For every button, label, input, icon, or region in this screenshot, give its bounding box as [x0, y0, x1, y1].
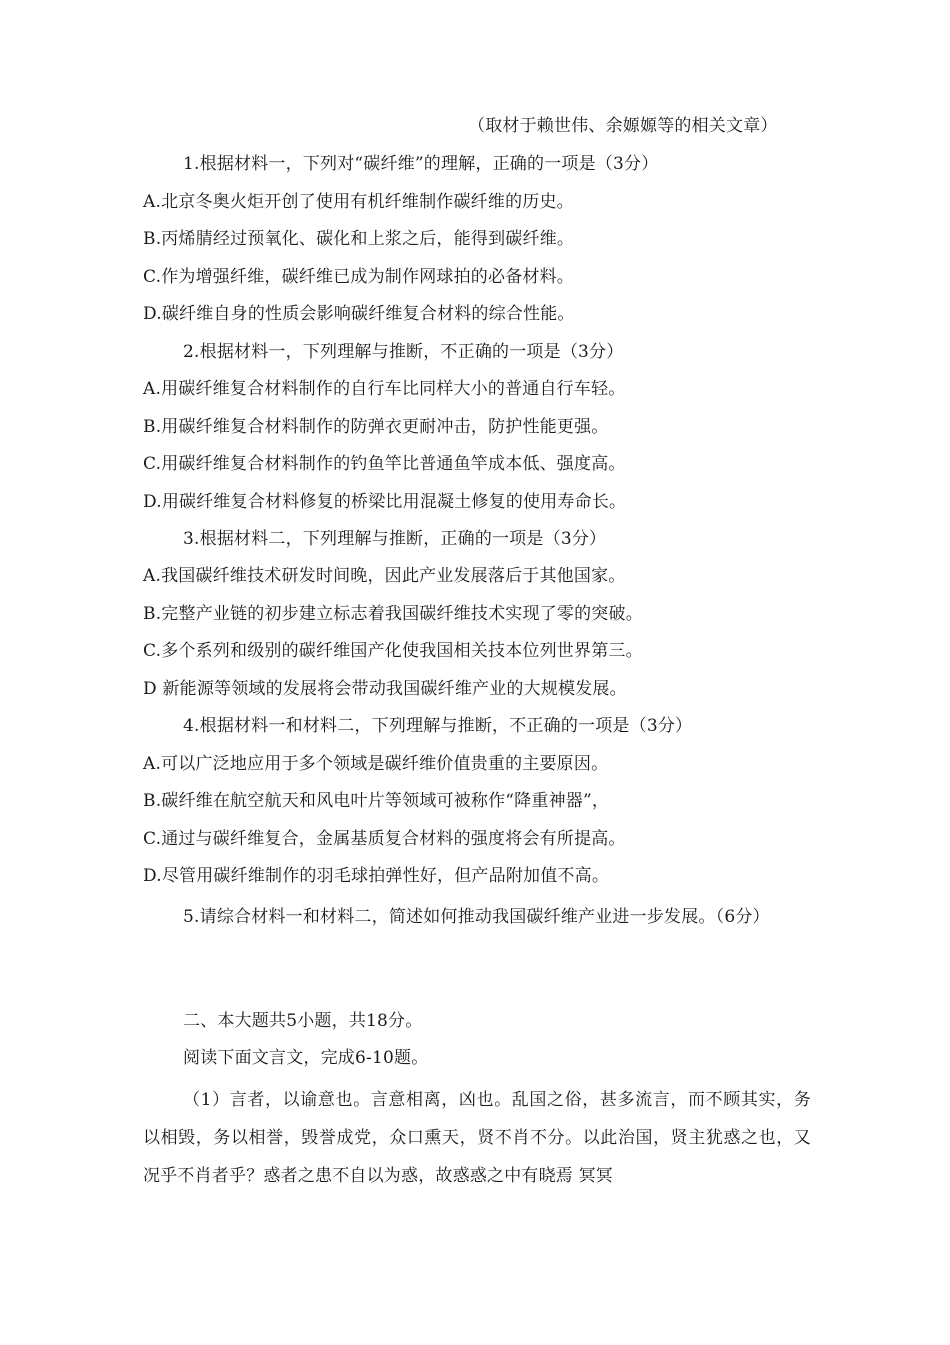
question-2-option-d: D.用碳纤维复合材料修复的桥梁比用混凝土修复的使用寿命长。 [143, 492, 627, 512]
question-2-option-b: B.用碳纤维复合材料制作的防弹衣更耐冲击，防护性能更强。 [143, 417, 609, 437]
question-4-option-b: B.碳纤维在航空航天和风电叶片等领域可被称作“降重神器”， [143, 791, 610, 811]
question-3-option-a: A.我国碳纤维技术研发时间晚，因此产业发展落后于其他国家。 [143, 566, 626, 586]
question-1-stem: 1.根据材料一，下列对“碳纤维”的理解，正确的一项是（3分） [183, 154, 659, 174]
section-2-instruction: 阅读下面文言文，完成6-10题。 [183, 1048, 429, 1068]
question-1-option-b: B.丙烯腈经过预氧化、碳化和上浆之后，能得到碳纤维。 [143, 229, 575, 249]
source-citation: （取材于赖世伟、余嫄嫄等的相关文章） [468, 116, 778, 136]
question-1-option-c: C.作为增强纤维，碳纤维已成为制作网球拍的必备材料。 [143, 267, 575, 287]
section-2-heading: 二、本大题共5小题，共18分。 [183, 1011, 423, 1031]
question-5-stem: 5.请综合材料一和材料二，简述如何推动我国碳纤维产业进一步发展。（6分） [183, 907, 770, 927]
question-4-stem: 4.根据材料一和材料二，下列理解与推断，不正确的一项是（3分） [183, 716, 693, 736]
question-3-option-c: C.多个系列和级别的碳纤维国产化使我国相关技本位列世界第三。 [143, 641, 643, 661]
question-2-option-a: A.用碳纤维复合材料制作的自行车比同样大小的普通自行车轻。 [143, 379, 626, 399]
question-4-option-a: A.可以广泛地应用于多个领域是碳纤维价值贵重的主要原因。 [143, 754, 609, 774]
question-3-option-d: D 新能源等领域的发展将会带动我国碳纤维产业的大规模发展。 [143, 679, 627, 699]
question-3-option-b: B.完整产业链的初步建立标志着我国碳纤维技术实现了零的突破。 [143, 604, 643, 624]
classical-passage: （1）言者，以谕意也。言意相离，凶也。乱国之俗，甚多流言，而不顾其实，务以相毁，务以相誉，毁誉成党，众口熏天，贤不肖不分。以此治国，贤主犹惑之也，又况乎不肖者乎？惑者之患不自以为惑，故惑惑之中有晓焉 冥冥 [143, 1090, 811, 1186]
question-4-option-c: C.通过与碳纤维复合，金属基质复合材料的强度将会有所提高。 [143, 829, 626, 849]
question-2-stem: 2.根据材料一，下列理解与推断，不正确的一项是（3分） [183, 342, 624, 362]
question-1-option-a: A.北京冬奥火炬开创了使用有机纤维制作碳纤维的历史。 [143, 192, 574, 212]
question-4-option-d: D.尽管用碳纤维制作的羽毛球拍弹性好，但产品附加值不高。 [143, 866, 610, 886]
question-1-option-d: D.碳纤维自身的性质会影响碳纤维复合材料的综合性能。 [143, 304, 575, 324]
question-2-option-c: C.用碳纤维复合材料制作的钓鱼竿比普通鱼竿成本低、强度高。 [143, 454, 626, 474]
question-3-stem: 3.根据材料二，下列理解与推断，正确的一项是（3分） [183, 529, 607, 549]
